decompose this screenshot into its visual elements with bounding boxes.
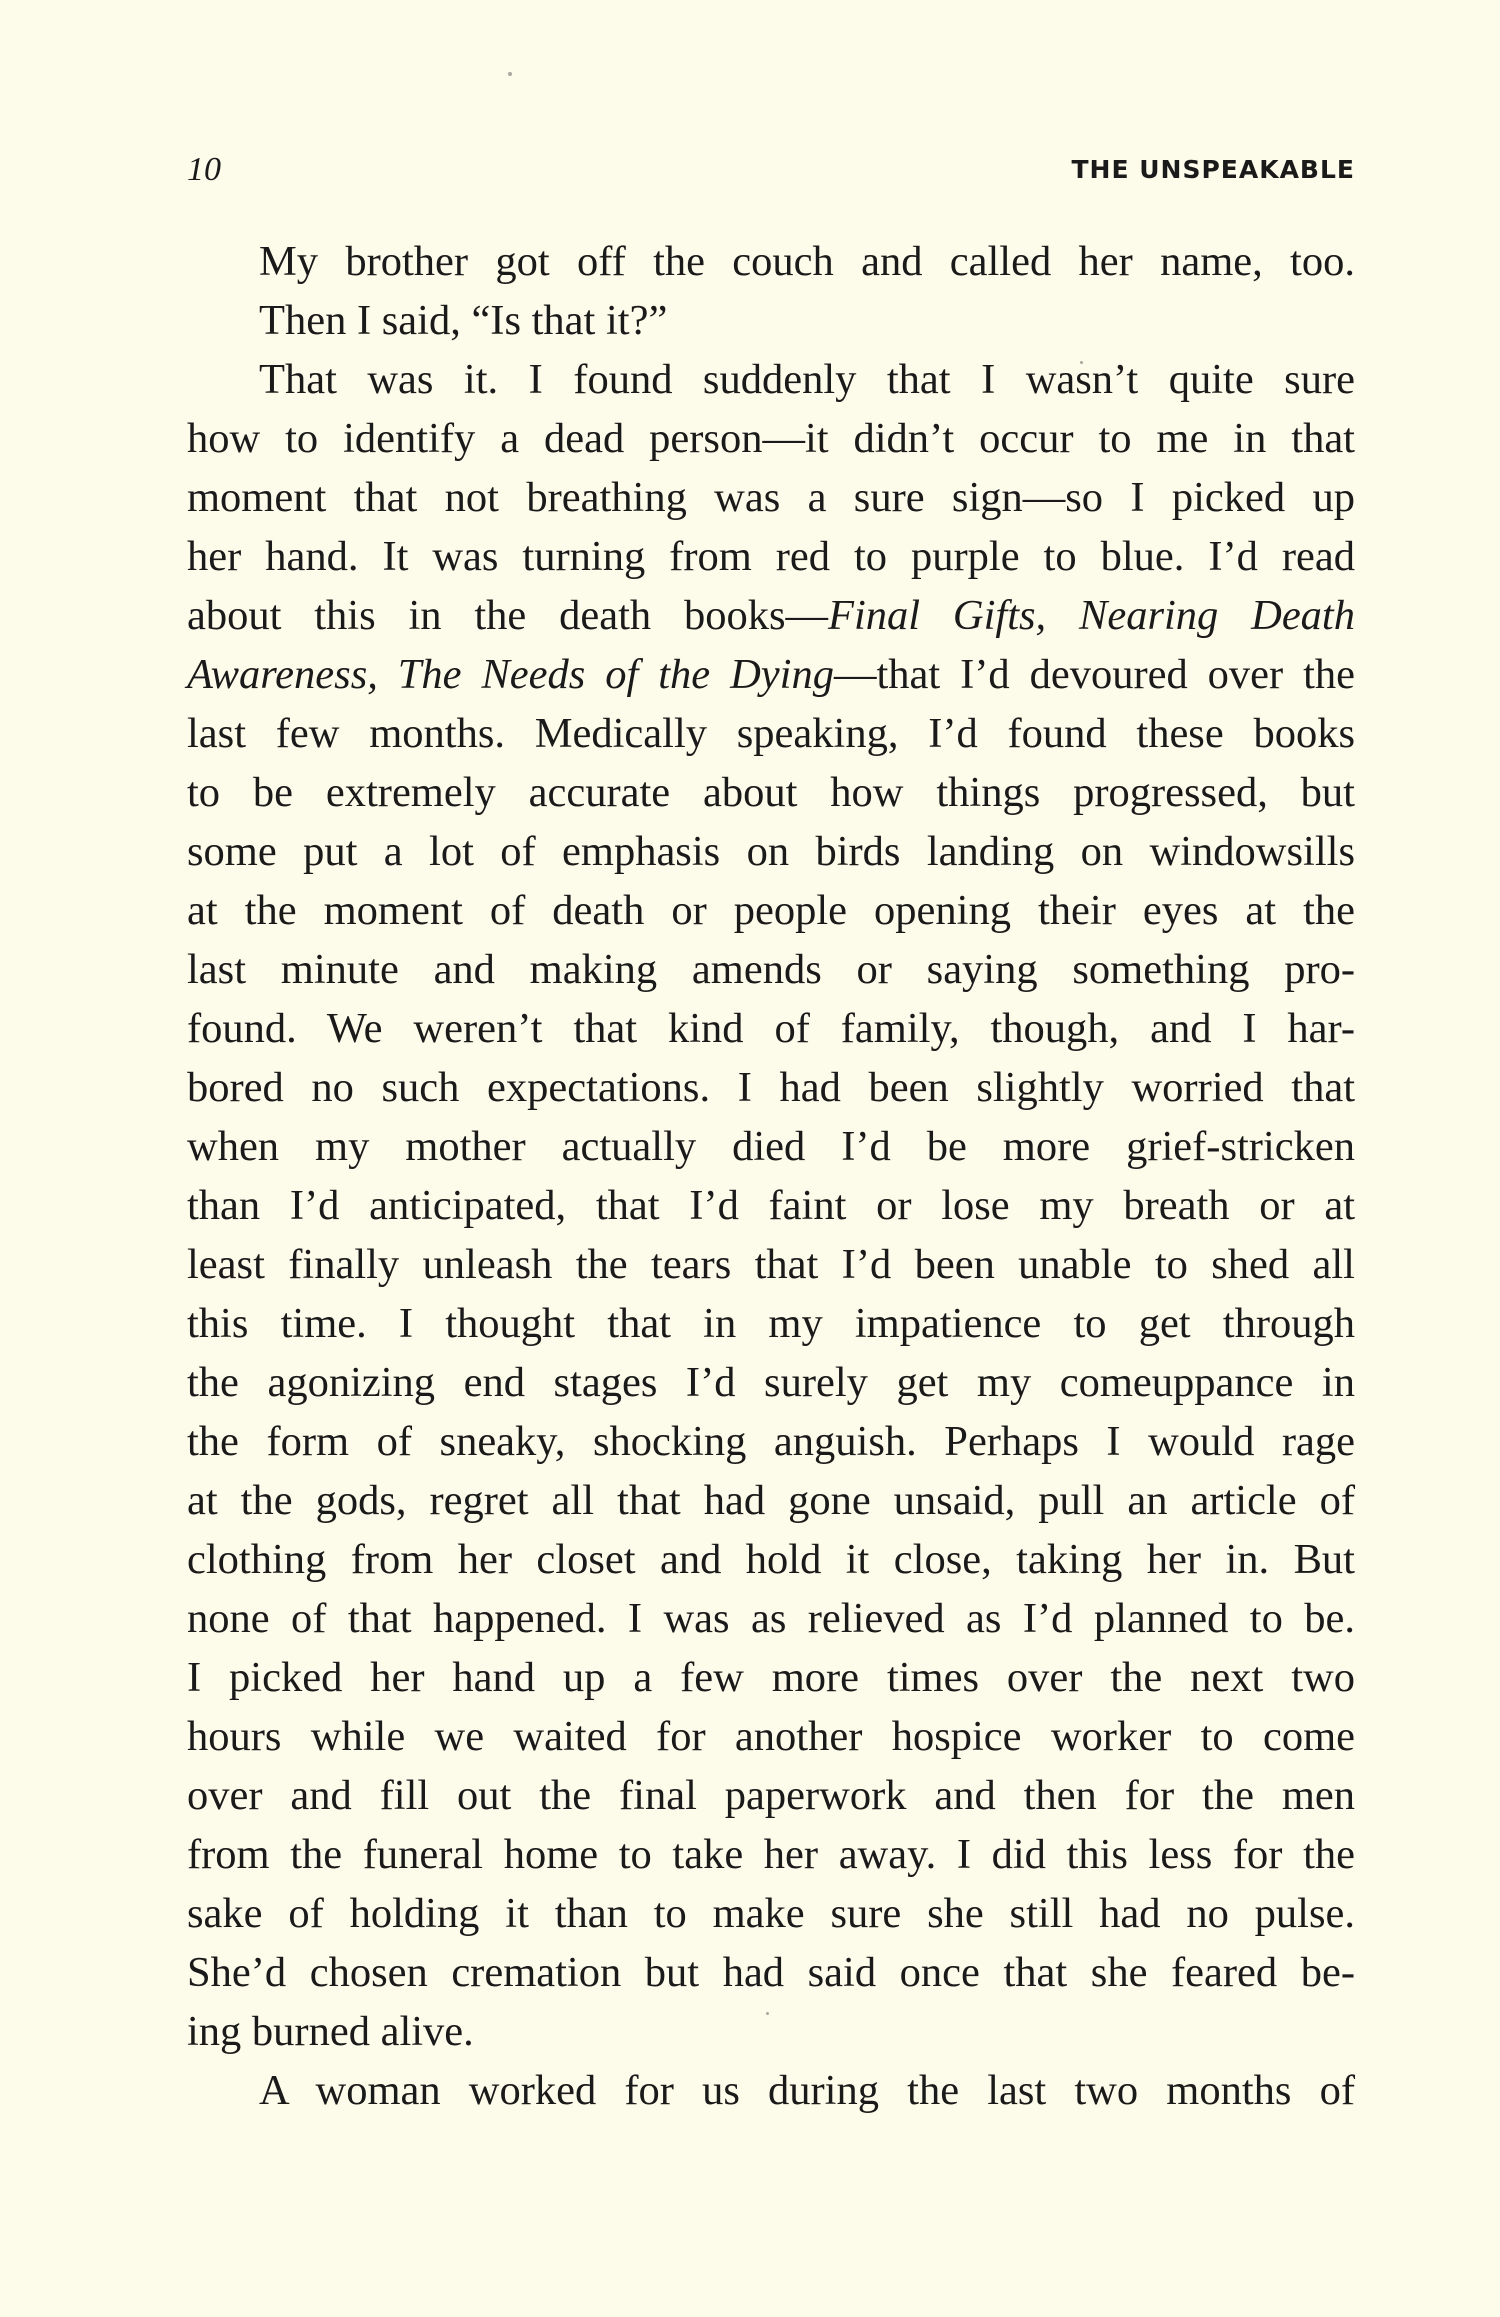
text-line: hours while we waited for another hospice worker to come: [187, 1713, 1355, 1760]
text-line: last few months. Medically speaking, I’d found these books: [187, 710, 1355, 757]
text-line: ing burned alive.: [187, 2008, 474, 2055]
text-line: I picked her hand up a few more times over the next two: [187, 1654, 1355, 1701]
text-line: [187, 645, 1355, 704]
text-line: this time. I thought that in my impatience to get through: [187, 1300, 1355, 1347]
page-number: 10: [187, 151, 221, 188]
text-line: the form of sneaky, shocking anguish. Perhaps I would rage: [187, 1418, 1355, 1465]
text-line: to be extremely accurate about how things progressed, but: [187, 769, 1355, 816]
text-line: [187, 586, 1355, 645]
text-line: at the moment of death or people opening their eyes at the: [187, 887, 1355, 934]
text-line: when my mother actually died I’d be more grief-stricken: [187, 1123, 1355, 1170]
text-line: bored no such expectations. I had been slightly worried that: [187, 1064, 1355, 1111]
text-line: least finally unleash the tears that I’d been unable to shed all: [187, 1241, 1355, 1288]
text-line: A woman worked for us during the last two months of: [259, 2067, 1355, 2114]
text-line: clothing from her closet and hold it close, taking her in. But: [187, 1536, 1355, 1583]
paper-speck: [508, 72, 512, 76]
text-line: than I’d anticipated, that I’d faint or lose my breath or at: [187, 1182, 1355, 1229]
text-line: sake of holding it than to make sure she still had no pulse.: [187, 1890, 1355, 1937]
text-line: the agonizing end stages I’d surely get my comeuppance in: [187, 1359, 1355, 1406]
text-line: She’d chosen cremation but had said once that she feared be-: [187, 1949, 1355, 1996]
text-line: how to identify a dead person—it didn’t occur to me in that: [187, 415, 1355, 462]
text-run: about this in the death books—: [187, 592, 828, 639]
text-line: found. We weren’t that kind of family, though, and I har-: [187, 1005, 1355, 1052]
text-line: over and fill out the final paperwork and then for the men: [187, 1772, 1355, 1819]
book-titles-italic: Awareness, The Needs of the Dying: [187, 651, 834, 698]
text-line: some put a lot of emphasis on birds landing on windowsills: [187, 828, 1355, 875]
text-line: from the funeral home to take her away. I did this less for the: [187, 1831, 1355, 1878]
text-line: Then I said, “Is that it?”: [259, 297, 668, 344]
running-head: THE UNSPEAKABLE: [1071, 155, 1355, 184]
text-line: at the gods, regret all that had gone unsaid, pull an article of: [187, 1477, 1355, 1524]
text-run: —that I’d devoured over the: [833, 651, 1356, 698]
text-line: last minute and making amends or saying something pro-: [187, 946, 1355, 993]
text-line: That was it. I found suddenly that I wasn’t quite sure: [259, 356, 1355, 403]
body-text: [187, 232, 1355, 2120]
book-titles-italic: Final Gifts, Nearing Death: [828, 592, 1355, 639]
page-header: [187, 150, 1355, 190]
text-line: none of that happened. I was as relieved as I’d planned to be.: [187, 1595, 1355, 1642]
text-line: her hand. It was turning from red to purple to blue. I’d read: [187, 533, 1355, 580]
text-line: moment that not breathing was a sure sign—so I picked up: [187, 474, 1355, 521]
text-line: My brother got off the couch and called her name, too.: [259, 238, 1355, 285]
